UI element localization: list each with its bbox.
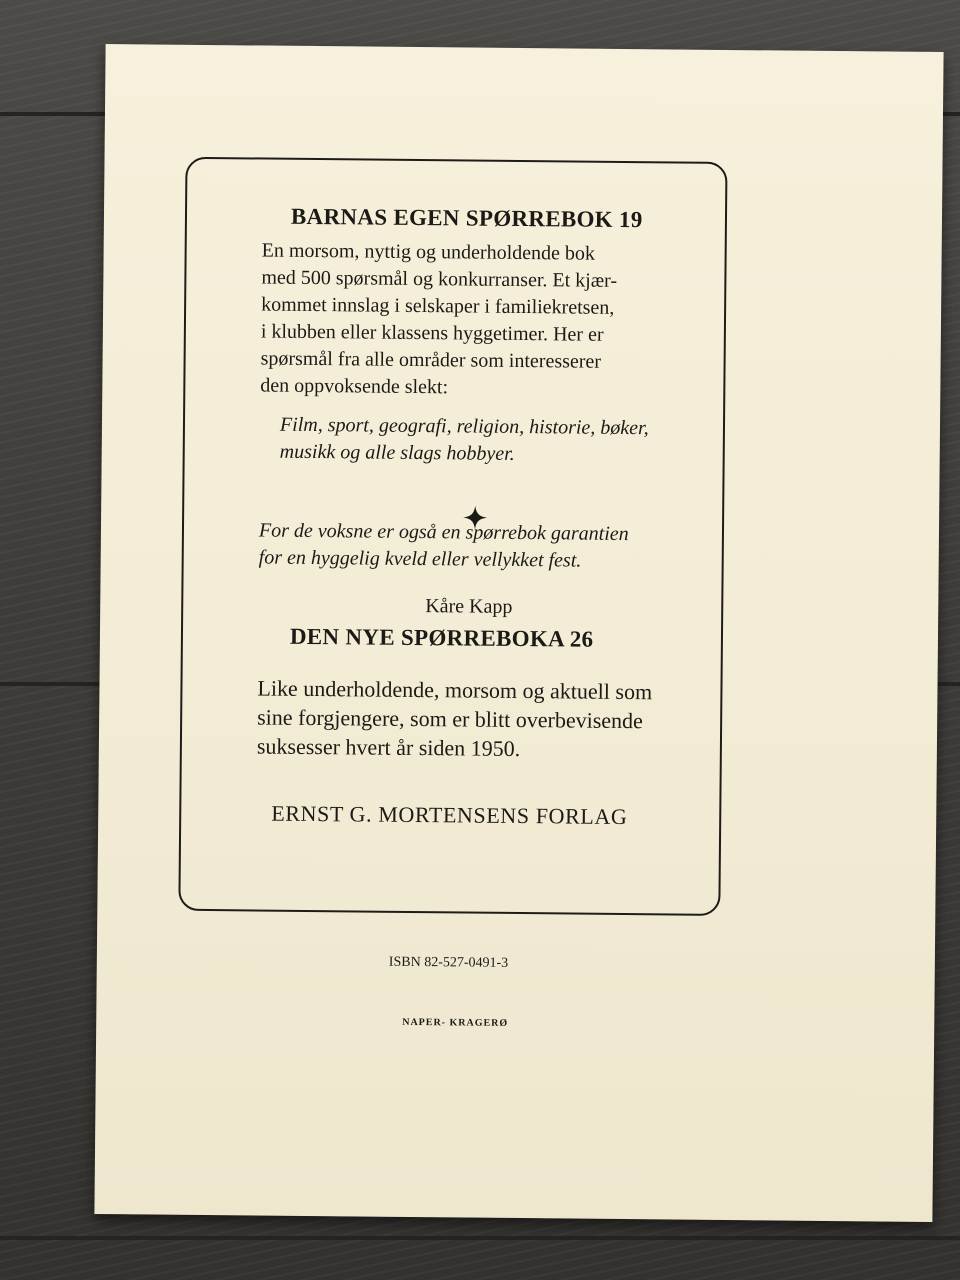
printer-imprint: NAPER- KRAGERØ [402,1016,509,1029]
description-line: kommet innslag i selskaper i familiekretsen, [261,293,615,319]
promo-line: Like underholdende, morsom og aktuell som [257,675,653,705]
description-line: spørsmål fra alle områder som interesserer [260,347,602,373]
promo-line: suksesser hvert år siden 1950. [256,733,521,762]
description-line: i klubben eller klassens hyggetimer. Her er [260,320,604,346]
book-title-barnas: BARNAS EGEN SPØRREBOK 19 [290,203,643,233]
topics-line: musikk og alle slags hobbyer. [279,440,515,465]
topics-line: Film, sport, geografi, religion, historie, bøker, [279,413,649,440]
book-back-cover [94,44,943,1222]
author-name: Kåre Kapp [425,595,513,618]
isbn-number: ISBN 82-527-0491-3 [388,954,509,971]
book-title-den-nye: DEN NYE SPØRREBOKA 26 [289,623,594,652]
publisher-name: ERNST G. MORTENSENS FORLAG [271,800,628,830]
description-line: En morsom, nyttig og underholdende bok [261,239,596,265]
adults-line: For de voksne er også en spørrebok garantien [258,519,629,546]
adults-line: for en hyggelig kveld eller vellykket fest. [258,546,582,572]
description-line: med 500 spørsmål og konkurranser. Et kjær- [261,266,618,292]
promo-line: sine forgjengere, som er blitt overbevisende [257,704,643,734]
description-line: den oppvoksende slekt: [260,374,449,399]
table-plank-seam [0,1236,960,1240]
